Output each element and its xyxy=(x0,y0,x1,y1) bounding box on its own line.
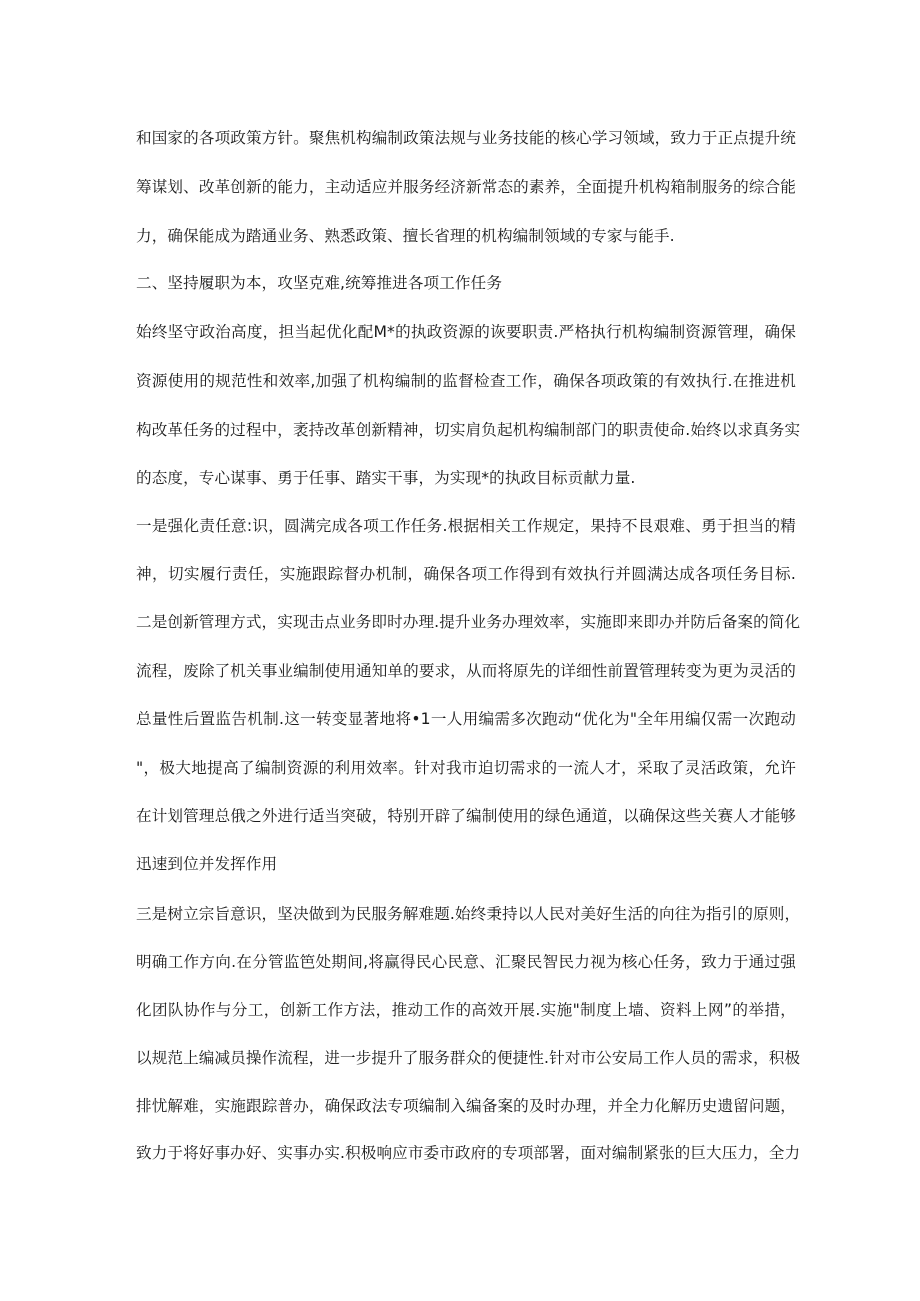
text-line: 致力于将好事办好、实事办实.积极响应市委市政府的专项部署，面对编制紧张的巨大压力，全力 xyxy=(136,1144,801,1162)
text-line: 始终坚守政治高度，担当起优化配M*的执政资源的诙要职责.严格执行机构编制资源管理，确保 xyxy=(136,323,796,341)
text-line: 迅速到位并发挥作用 xyxy=(136,855,278,873)
text-line: "，极大地提高了编制资源的利用效率。针对我市迫切需求的一流人才，采取了灵活政策，允许 xyxy=(136,759,796,777)
text-line: 一是强化责任意:识，圆满完成各项工作任务.根据相关工作规定，果持不艮艰难、勇于担当的精 xyxy=(136,517,796,535)
text-line: 在计划管理总俄之外进行适当突破，特别开辟了编制使用的绿色通道，以确保这些关赛人才能够 xyxy=(136,807,796,825)
text-line: 力，确保能成为踏通业务、熟悉政策、擅长省理的机构编制领域的专家与能手. xyxy=(136,227,675,245)
text-line: 三是树立宗旨意识，坚决做到为民服务解难题.始终秉持以人民对美好生活的向往为指引的原则， xyxy=(136,905,801,923)
text-line: 的态度，专心谋事、勇于任事、踏实干事，为实现*的执政目标贡献力量. xyxy=(136,469,636,487)
text-line: 神，切实履行责任，实施跟踪督办机制，确保各项工作得到有效执行并圆满达成各项任务目标. xyxy=(136,565,796,583)
text-line: 化团队协作与分工，创新工作方法，推动工作的高效开展.实施"制度上墙、资料上网”的举措， xyxy=(136,1001,796,1019)
text-line: 筹谋划、改革创新的能力，主动适应并服务经济新常态的素养，全面提升机构箱制服务的综合能 xyxy=(136,178,796,196)
text-line: 构改革任务的过程中，袤持改革创新精神，切实肩负起机构编制部门的职责使命.始终以求真务实 xyxy=(136,421,801,439)
text-line: 二是创新管理方式，实现击点业务即时办理.提升业务办理效率，实施即来即办并防后备案的简化 xyxy=(136,613,801,631)
text-line: 明确工作方向.在分管监笆处期间,将赢得民心民意、汇聚民智民力视为核心任务，致力于通过强 xyxy=(136,953,796,971)
text-line: 以规范上编减员操作流程，进一步提升了服务群众的便捷性.针对市公安局工作人员的需求，积极 xyxy=(136,1049,801,1067)
text-line: 排忧解难，实施跟踪普办，确保政法专项编制入编备案的及时办理，并全力化解历史遗留问题， xyxy=(136,1097,796,1115)
text-line: 资源使用的规范性和效率,加强了机构编制的监督检查工作，确保各项政策的有效执行.在推进机 xyxy=(136,372,796,390)
text-line: 流程，废除了机关事业编制使用通知单的要求，从而将原先的详细性前置管理转变为更为灵活的 xyxy=(136,662,796,680)
text-line: 和国家的各项政策方针。聚焦机构编制政策法规与业务技能的核心学习领域，致力于正点提升统 xyxy=(136,129,796,147)
section-heading: 二、坚持履职为本，攻坚克难,统筹推进各项工作任务 xyxy=(136,274,503,292)
text-line: 总量性后置监告机制.这一转变显著地将•1一人用编需多次跑动“优化为"全年用编仅需一次跑动 xyxy=(136,710,796,728)
